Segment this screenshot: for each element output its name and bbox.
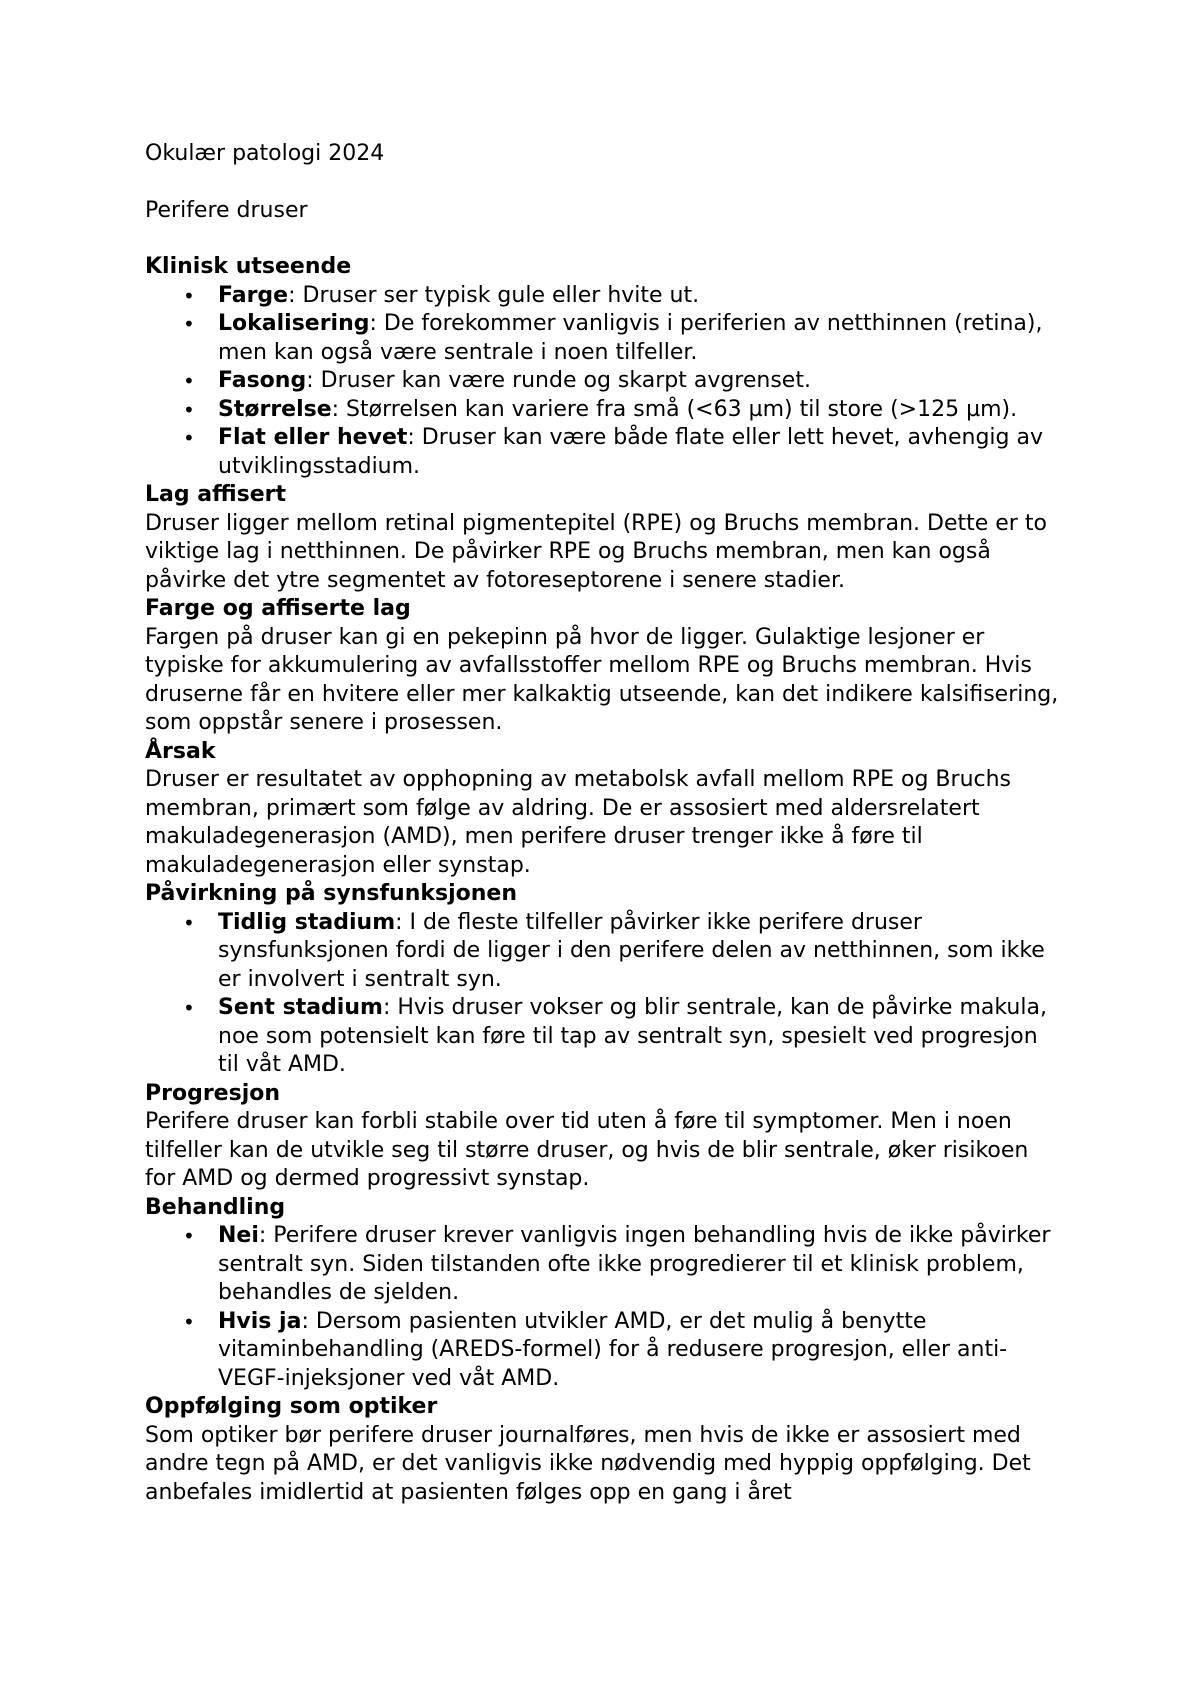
section-paragraph-farge-lag: Fargen på druser kan gi en pekepinn på hvor de ligger. Gulaktige lesjoner er typiske for akkumulering av avfallsstoffer mellom RPE og Bruchs membran. Hvis druserne får en hvitere eller mer kalkaktig utseende, kan det indikere kalsifisering, som oppstår senere i prosessen. [145, 624, 1059, 735]
section-heading-progresjon: Progresjon [145, 1080, 281, 1106]
list-item [145, 994, 1060, 1080]
section-heading-oppfolging: Oppfølging som optiker [145, 1394, 438, 1419]
pavirkning-list [145, 909, 1060, 1080]
section-paragraph-oppfolging: Som optiker bør perifere druser journalføres, men hvis de ikke er assosiert med andre tegn på AMD, er det vanligvis ikke nødvendig med hyppig oppfølging. Det anbefales imidlertid at pasienten følges opp en gang i året [145, 1422, 1031, 1505]
item-term: Sent stadium [218, 995, 383, 1020]
klinisk-list [145, 282, 1060, 482]
bullet-icon: • [183, 426, 195, 450]
section-heading-arsak: Årsak [145, 738, 216, 764]
list-item [145, 310, 1060, 367]
section-heading-klinisk: Klinisk utseende [145, 254, 352, 279]
list-item [145, 909, 1060, 995]
bullet-icon: • [183, 283, 195, 308]
bullet-icon: • [183, 996, 195, 1020]
list-item [145, 282, 1060, 311]
item-term: Hvis ja [218, 1308, 302, 1334]
item-text: : Druser kan være både flate eller lett hevet, avhengig av utviklingsstadium. [218, 425, 1044, 479]
bullet-icon: • [183, 1309, 195, 1334]
bullet-icon: • [183, 369, 195, 393]
item-text: : Druser ser typisk gule eller hvite ut. [288, 282, 700, 308]
item-text: : De forekommer vanligvis i periferien av netthinnen (retina), men kan også være sentrale i noen tilfeller. [218, 311, 1043, 365]
item-term: Tidlig stadium [218, 909, 396, 935]
item-term: Flat eller hevet [218, 425, 408, 450]
item-term: Størrelse [218, 396, 332, 422]
item-text: : Hvis druser vokser og blir sentrale, kan de påvirke makula, noe som potensielt kan føre til tap av sentralt syn, spesielt ved progresjon til våt AMD. [218, 995, 1047, 1077]
list-item [145, 1308, 1060, 1394]
item-term: Fasong [218, 368, 307, 393]
item-text: : Perifere druser krever vanligvis ingen behandling hvis de ikke påvirker sentralt syn. Siden tilstanden ofte ikke progredierer til et klinisk problem, behandles de sjelden. [218, 1223, 1051, 1305]
item-text: : Druser kan være runde og skarpt avgrenset. [306, 368, 811, 393]
list-item [145, 367, 1060, 396]
list-item [145, 424, 1060, 481]
item-term: Nei [218, 1223, 259, 1248]
section-heading-farge-lag: Farge og affiserte lag [145, 596, 411, 621]
list-item [145, 396, 1060, 425]
item-text: : Dersom pasienten utvikler AMD, er det mulig å benytte vitaminbehandling (AREDS-formel) for å redusere progresjon, eller anti-VEGF-injeksjoner ved våt AMD. [218, 1308, 1008, 1391]
document-title: Okulær patologi 2024 [145, 141, 385, 166]
document-subtitle: Perifere druser [145, 197, 308, 223]
item-term: Farge [218, 282, 289, 308]
list-item [145, 1222, 1060, 1308]
behandling-list [145, 1222, 1060, 1393]
section-heading-lag: Lag affisert [145, 482, 287, 507]
section-paragraph-lag: Druser ligger mellom retinal pigmentepitel (RPE) og Bruchs membran. Dette er to viktige lag i netthinnen. De påvirker RPE og Bruchs membran, men kan også påvirke det ytre segmentet av fotoreseptorene i senere stadier. [145, 510, 1047, 593]
section-heading-behandling: Behandling [145, 1194, 286, 1220]
bullet-icon: • [183, 397, 195, 422]
item-text: : I de fleste tilfeller påvirker ikke perifere druser synsfunksjonen fordi de ligger i den perifere delen av netthinnen, som ikke er involvert i sentralt syn. [218, 909, 1045, 992]
section-paragraph-arsak: Druser er resultatet av opphopning av metabolsk avfall mellom RPE og Bruchs membran, primært som følge av aldring. De er assosiert med aldersrelatert makuladegenerasjon (AMD), men perifere druser trenger ikke å føre til makuladegenerasjon eller synstap. [145, 767, 1012, 878]
section-paragraph-progresjon: Perifere druser kan forbli stabile over tid uten å føre til symptomer. Men i noen tilfeller kan de utvikle seg til større druser, og hvis de blir sentrale, øker risikoen for AMD og dermed progressivt synstap. [145, 1109, 1029, 1191]
section-heading-pavirkning: Påvirkning på synsfunksjonen [145, 881, 517, 906]
item-text: : Størrelsen kan variere fra små (<63 µm) til store (>125 µm). [331, 396, 1018, 422]
bullet-icon: • [183, 910, 195, 935]
bullet-icon: • [183, 1224, 195, 1248]
bullet-icon: • [183, 312, 195, 336]
item-term: Lokalisering [218, 311, 370, 336]
